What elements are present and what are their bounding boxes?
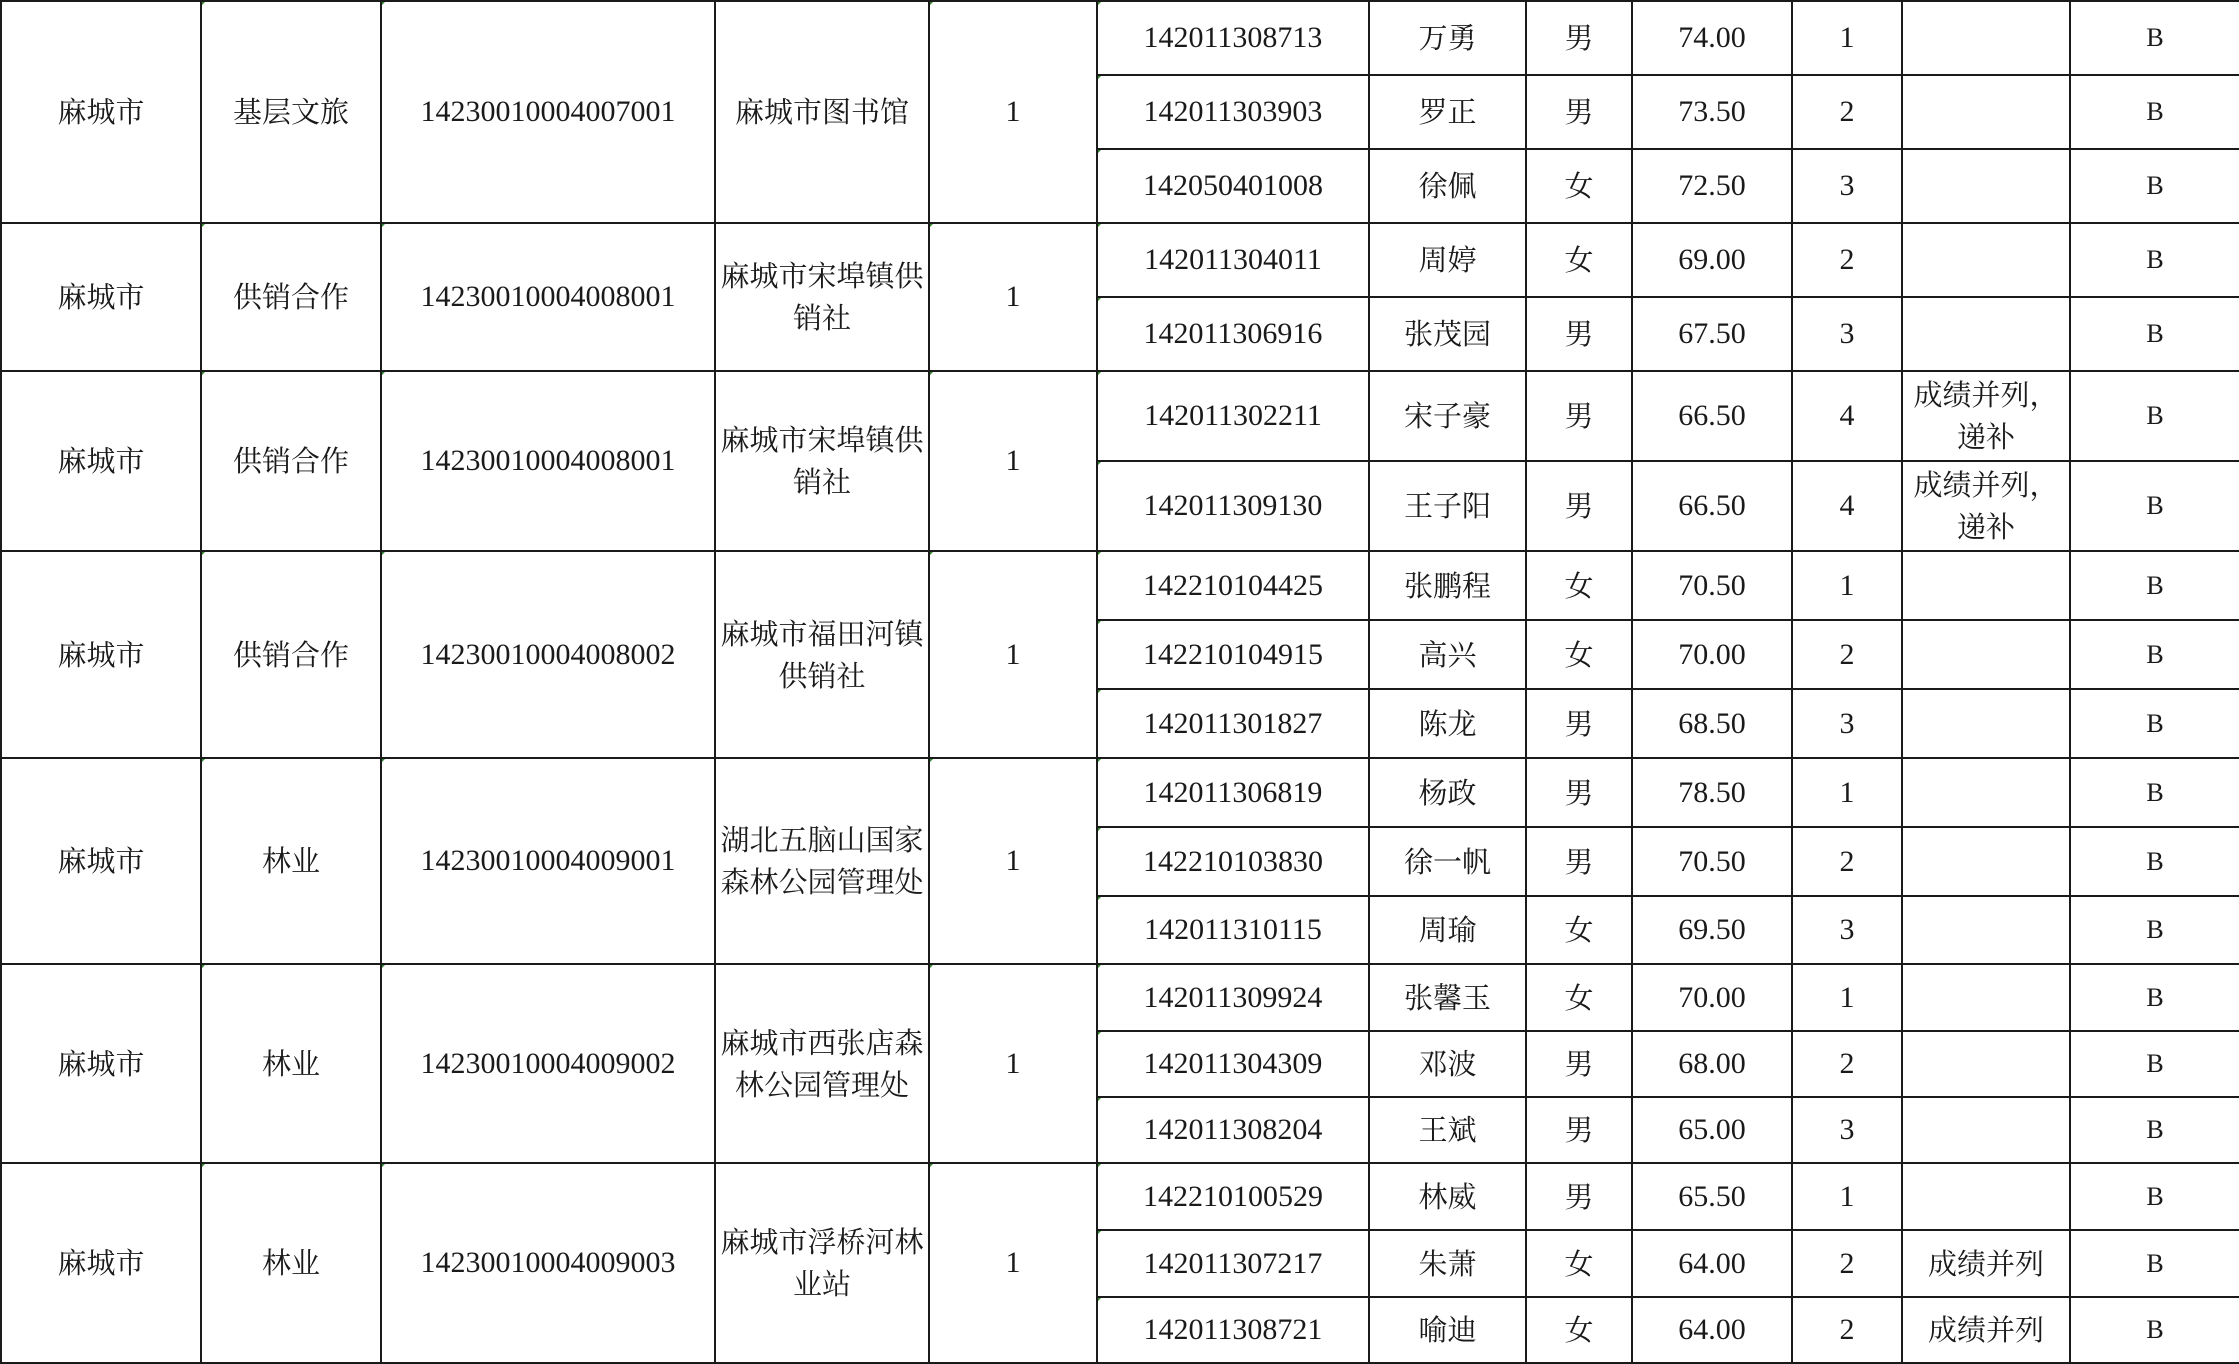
score-cell: 66.50: [1632, 371, 1792, 461]
score-cell: 66.50: [1632, 461, 1792, 551]
category-cell: 供销合作: [201, 551, 381, 758]
position-code-cell: 14230010004009003: [381, 1163, 715, 1363]
rank-cell: 2: [1792, 1297, 1902, 1363]
category-cell: 供销合作: [201, 371, 381, 551]
gender-cell: 女: [1526, 551, 1632, 620]
gender-cell: 男: [1526, 371, 1632, 461]
exam-id-cell: 142011309130: [1097, 461, 1369, 551]
score-cell: 70.00: [1632, 620, 1792, 689]
category-cell: 林业: [201, 964, 381, 1163]
rank-cell: 3: [1792, 1097, 1902, 1163]
gender-cell: 女: [1526, 964, 1632, 1031]
gender-cell: 男: [1526, 1031, 1632, 1097]
grade-cell: B: [2070, 620, 2239, 689]
rank-cell: 1: [1792, 758, 1902, 827]
position-code-cell: 14230010004009002: [381, 964, 715, 1163]
quota-cell: 1: [929, 758, 1097, 964]
category-cell: 基层文旅: [201, 1, 381, 223]
gender-cell: 男: [1526, 297, 1632, 371]
score-cell: 65.50: [1632, 1163, 1792, 1230]
rank-cell: 2: [1792, 75, 1902, 149]
exam-id-cell: 142210104425: [1097, 551, 1369, 620]
rank-cell: 3: [1792, 149, 1902, 223]
exam-id-cell: 142210103830: [1097, 827, 1369, 896]
rank-cell: 2: [1792, 1031, 1902, 1097]
table-row: [1, 551, 2239, 620]
exam-id-cell: 142011308204: [1097, 1097, 1369, 1163]
exam-id-cell: 142011306916: [1097, 297, 1369, 371]
city-cell: 麻城市: [1, 551, 201, 758]
score-cell: 69.00: [1632, 223, 1792, 297]
note-cell: [1902, 896, 2070, 964]
gender-cell: 女: [1526, 1230, 1632, 1297]
grade-cell: B: [2070, 964, 2239, 1031]
name-cell: 陈龙: [1369, 689, 1526, 758]
rank-cell: 1: [1792, 1163, 1902, 1230]
grade-cell: B: [2070, 297, 2239, 371]
position-code-cell: 14230010004008002: [381, 551, 715, 758]
gender-cell: 男: [1526, 75, 1632, 149]
unit-cell: 湖北五脑山国家森林公园管理处: [715, 758, 929, 964]
rank-cell: 4: [1792, 461, 1902, 551]
grade-cell: B: [2070, 149, 2239, 223]
quota-cell: 1: [929, 964, 1097, 1163]
grade-cell: B: [2070, 461, 2239, 551]
unit-cell: 麻城市浮桥河林业站: [715, 1163, 929, 1363]
score-cell: 74.00: [1632, 1, 1792, 75]
quota-cell: 1: [929, 223, 1097, 371]
grade-cell: B: [2070, 1297, 2239, 1363]
grade-cell: B: [2070, 827, 2239, 896]
quota-cell: 1: [929, 551, 1097, 758]
exam-id-cell: 142011306819: [1097, 758, 1369, 827]
grade-cell: B: [2070, 689, 2239, 758]
exam-id-cell: 142011303903: [1097, 75, 1369, 149]
rank-cell: 1: [1792, 1, 1902, 75]
table-row: [1, 758, 2239, 827]
exam-id-cell: 142011310115: [1097, 896, 1369, 964]
rank-cell: 2: [1792, 223, 1902, 297]
exam-id-cell: 142011308713: [1097, 1, 1369, 75]
table-row: [1, 964, 2239, 1031]
grade-cell: B: [2070, 75, 2239, 149]
rank-cell: 3: [1792, 689, 1902, 758]
note-cell: 成绩并列，递补: [1902, 461, 2070, 551]
gender-cell: 男: [1526, 758, 1632, 827]
category-cell: 供销合作: [201, 223, 381, 371]
grade-cell: B: [2070, 223, 2239, 297]
rank-cell: 2: [1792, 620, 1902, 689]
position-code-cell: 14230010004008001: [381, 223, 715, 371]
note-cell: [1902, 551, 2070, 620]
note-cell: [1902, 689, 2070, 758]
note-cell: [1902, 297, 2070, 371]
score-cell: 69.50: [1632, 896, 1792, 964]
grade-cell: B: [2070, 1097, 2239, 1163]
unit-cell: 麻城市宋埠镇供销社: [715, 371, 929, 551]
note-cell: [1902, 1163, 2070, 1230]
score-cell: 64.00: [1632, 1230, 1792, 1297]
exam-id-cell: 142011309924: [1097, 964, 1369, 1031]
note-cell: [1902, 827, 2070, 896]
score-cell: 70.00: [1632, 964, 1792, 1031]
gender-cell: 男: [1526, 689, 1632, 758]
gender-cell: 女: [1526, 896, 1632, 964]
note-cell: [1902, 620, 2070, 689]
table-row: [1, 1, 2239, 75]
results-table-body: [1, 1, 2239, 1363]
note-cell: [1902, 758, 2070, 827]
name-cell: 林威: [1369, 1163, 1526, 1230]
city-cell: 麻城市: [1, 1, 201, 223]
exam-id-cell: 142011302211: [1097, 371, 1369, 461]
table-row: [1, 1163, 2239, 1230]
note-cell: [1902, 964, 2070, 1031]
note-cell: [1902, 75, 2070, 149]
name-cell: 王斌: [1369, 1097, 1526, 1163]
gender-cell: 男: [1526, 461, 1632, 551]
name-cell: 张馨玉: [1369, 964, 1526, 1031]
position-code-cell: 14230010004009001: [381, 758, 715, 964]
note-cell: [1902, 149, 2070, 223]
city-cell: 麻城市: [1, 223, 201, 371]
exam-id-cell: 142210104915: [1097, 620, 1369, 689]
score-cell: 70.50: [1632, 551, 1792, 620]
exam-id-cell: 142011308721: [1097, 1297, 1369, 1363]
gender-cell: 男: [1526, 1097, 1632, 1163]
city-cell: 麻城市: [1, 758, 201, 964]
note-cell: [1902, 1, 2070, 75]
quota-cell: 1: [929, 1, 1097, 223]
name-cell: 王子阳: [1369, 461, 1526, 551]
gender-cell: 男: [1526, 1, 1632, 75]
gender-cell: 女: [1526, 620, 1632, 689]
quota-cell: 1: [929, 1163, 1097, 1363]
grade-cell: B: [2070, 896, 2239, 964]
exam-id-cell: 142011304309: [1097, 1031, 1369, 1097]
gender-cell: 女: [1526, 149, 1632, 223]
unit-cell: 麻城市西张店森林公园管理处: [715, 964, 929, 1163]
city-cell: 麻城市: [1, 964, 201, 1163]
grade-cell: B: [2070, 758, 2239, 827]
city-cell: 麻城市: [1, 371, 201, 551]
city-cell: 麻城市: [1, 1163, 201, 1363]
score-cell: 70.50: [1632, 827, 1792, 896]
note-cell: [1902, 1097, 2070, 1163]
table-row: [1, 371, 2239, 461]
unit-cell: 麻城市福田河镇供销社: [715, 551, 929, 758]
rank-cell: 1: [1792, 551, 1902, 620]
gender-cell: 女: [1526, 1297, 1632, 1363]
unit-cell: 麻城市宋埠镇供销社: [715, 223, 929, 371]
unit-cell: 麻城市图书馆: [715, 1, 929, 223]
rank-cell: 3: [1792, 297, 1902, 371]
name-cell: 张茂园: [1369, 297, 1526, 371]
score-cell: 78.50: [1632, 758, 1792, 827]
name-cell: 杨政: [1369, 758, 1526, 827]
exam-id-cell: 142011301827: [1097, 689, 1369, 758]
name-cell: 周瑜: [1369, 896, 1526, 964]
note-cell: 成绩并列，递补: [1902, 371, 2070, 461]
rank-cell: 4: [1792, 371, 1902, 461]
exam-id-cell: 142210100529: [1097, 1163, 1369, 1230]
rank-cell: 2: [1792, 1230, 1902, 1297]
score-cell: 68.50: [1632, 689, 1792, 758]
note-cell: 成绩并列: [1902, 1230, 2070, 1297]
grade-cell: B: [2070, 551, 2239, 620]
table-row: [1, 223, 2239, 297]
name-cell: 周婷: [1369, 223, 1526, 297]
position-code-cell: 14230010004007001: [381, 1, 715, 223]
name-cell: 罗正: [1369, 75, 1526, 149]
name-cell: 万勇: [1369, 1, 1526, 75]
exam-id-cell: 142011304011: [1097, 223, 1369, 297]
name-cell: 邓波: [1369, 1031, 1526, 1097]
note-cell: 成绩并列: [1902, 1297, 2070, 1363]
name-cell: 宋子豪: [1369, 371, 1526, 461]
score-cell: 64.00: [1632, 1297, 1792, 1363]
name-cell: 张鹏程: [1369, 551, 1526, 620]
rank-cell: 3: [1792, 896, 1902, 964]
name-cell: 高兴: [1369, 620, 1526, 689]
rank-cell: 1: [1792, 964, 1902, 1031]
exam-id-cell: 142011307217: [1097, 1230, 1369, 1297]
score-cell: 65.00: [1632, 1097, 1792, 1163]
category-cell: 林业: [201, 758, 381, 964]
grade-cell: B: [2070, 371, 2239, 461]
note-cell: [1902, 223, 2070, 297]
grade-cell: B: [2070, 1230, 2239, 1297]
grade-cell: B: [2070, 1163, 2239, 1230]
position-code-cell: 14230010004008001: [381, 371, 715, 551]
name-cell: 朱萧: [1369, 1230, 1526, 1297]
name-cell: 喻迪: [1369, 1297, 1526, 1363]
score-cell: 68.00: [1632, 1031, 1792, 1097]
name-cell: 徐一帆: [1369, 827, 1526, 896]
note-cell: [1902, 1031, 2070, 1097]
category-cell: 林业: [201, 1163, 381, 1363]
gender-cell: 女: [1526, 223, 1632, 297]
quota-cell: 1: [929, 371, 1097, 551]
score-cell: 67.50: [1632, 297, 1792, 371]
score-cell: 73.50: [1632, 75, 1792, 149]
score-cell: 72.50: [1632, 149, 1792, 223]
name-cell: 徐佩: [1369, 149, 1526, 223]
grade-cell: B: [2070, 1031, 2239, 1097]
rank-cell: 2: [1792, 827, 1902, 896]
gender-cell: 男: [1526, 827, 1632, 896]
exam-id-cell: 142050401008: [1097, 149, 1369, 223]
gender-cell: 男: [1526, 1163, 1632, 1230]
grade-cell: B: [2070, 1, 2239, 75]
